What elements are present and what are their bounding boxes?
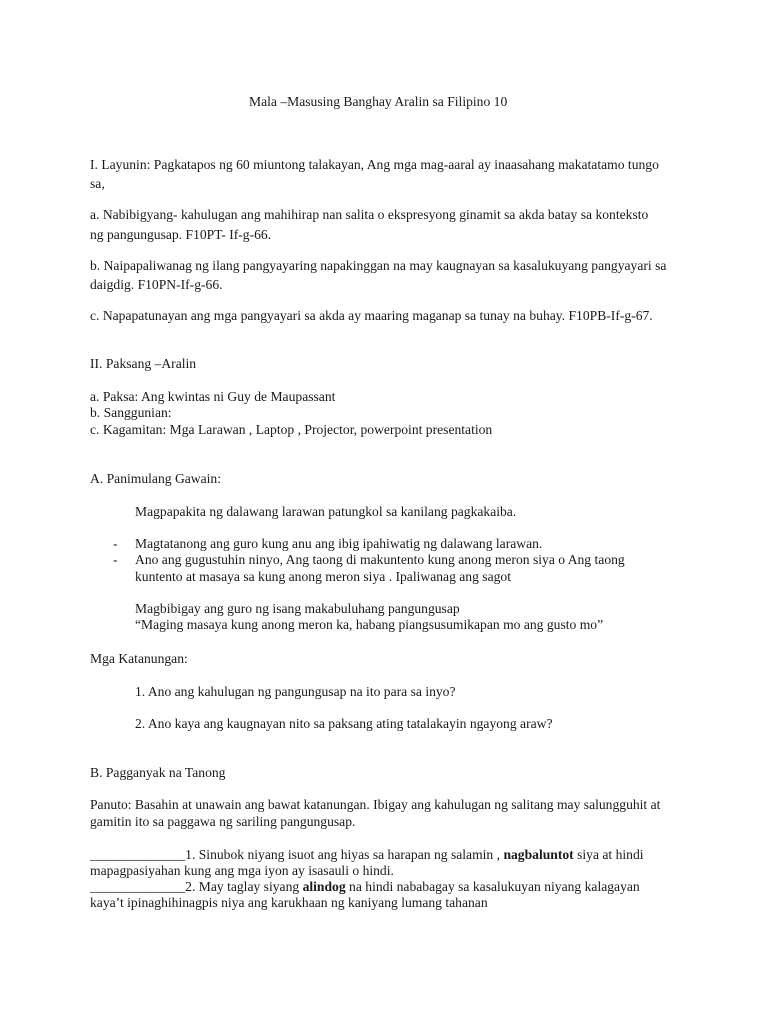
layunin-c-line1: c. Napapatunayan ang mga pangyayari sa akda ay maaring maganap sa tunay na buhay. F10PB-If-g-67.: [90, 308, 653, 323]
pagganyak-item1-line1: [90, 847, 644, 864]
bullet-dash-2: -: [113, 552, 118, 567]
katanungan-q2: 2. Ano kaya ang kaugnayan nito sa paksang ating tatalakayin ngayong araw?: [135, 716, 553, 731]
sanggunian-line: b. Sanggunian:: [90, 405, 172, 420]
pagganyak-item2-line1: [90, 879, 640, 896]
document-title: Mala –Masusing Banghay Aralin sa Filipino 10: [249, 94, 508, 109]
bullet2-text-line1: Ano ang gugustuhin ninyo, Ang taong di makuntento kung anong meron siya o Ang taong: [135, 552, 625, 567]
panuto-line2: gamitin ito sa paggawa ng sariling pangungusap.: [90, 814, 356, 829]
item1-text-pre: ______________1. Sinubok niyang isuot ang hiyas sa harapan ng salamin ,: [90, 847, 504, 862]
paksang-aralin-heading: II. Paksang –Aralin: [90, 356, 197, 371]
katanungan-heading: Mga Katanungan:: [90, 651, 188, 666]
layunin-b-line1: b. Naipapaliwanag ng ilang pangyayaring napakinggan na may kaugnayan sa kasalukuyang pangyayari sa: [90, 258, 667, 273]
pagganyak-item2-line2: kaya’t ipinaghihinagpis niya ang karukhaan ng kaniyang lumang tahanan: [90, 895, 488, 910]
panuto-line1: Panuto: Basahin at unawain ang bawat katanungan. Ibigay ang kahulugan ng salitang may salungguhit at: [90, 797, 661, 812]
panimulang-p1: Magpapakita ng dalawang larawan patungkol sa kanilang pagkakaiba.: [135, 504, 517, 519]
layunin-a-line1: a. Nabibigyang- kahulugan ang mahihirap nan salita o ekspresyong ginamit sa akda batay sa konteksto: [90, 207, 649, 222]
pagganyak-heading: B. Pagganyak na Tanong: [90, 765, 226, 780]
layunin-intro-line2: sa,: [90, 176, 105, 191]
item1-bold-word: nagbaluntot: [503, 847, 574, 862]
item1-text-post: siya at hindi: [573, 847, 644, 862]
pagganyak-item1-line2: mapagpasiyahan kung ang mga iyon ay isasauli o hindi.: [90, 863, 394, 878]
panimulang-p2-line1: Magbibigay ang guro ng isang makabuluhang pangungusap: [135, 601, 460, 616]
bullet1-text: Magtatanong ang guro kung anu ang ibig ipahiwatig ng dalawang larawan.: [135, 536, 543, 551]
layunin-intro-line1: I. Layunin: Pagkatapos ng 60 miuntong talakayan, Ang mga mag-aaral ay inaasahang makatatamo tungo: [90, 157, 659, 172]
item2-text-pre: ______________2. May taglay siyang: [90, 879, 303, 894]
item2-bold-word: alindog: [302, 879, 346, 894]
kagamitan-line: c. Kagamitan: Mga Larawan , Laptop , Projector, powerpoint presentation: [90, 422, 493, 437]
panimulang-gawain-heading: A. Panimulang Gawain:: [90, 471, 222, 486]
layunin-b-line2: daigdig. F10PN-If-g-66.: [90, 277, 223, 292]
paksa-line: a. Paksa: Ang kwintas ni Guy de Maupassant: [90, 389, 336, 404]
layunin-a-line2: ng pangungusap. F10PT- If-g-66.: [90, 227, 272, 242]
katanungan-q1: 1. Ano ang kahulugan ng pangungusap na ito para sa inyo?: [135, 684, 456, 699]
bullet2-text-line2: kuntento at masaya sa kung anong meron siya . Ipaliwanag ang sagot: [135, 569, 511, 584]
item2-text-post: na hindi nababagay sa kasalukuyan niyang kalagayan: [345, 879, 640, 894]
panimulang-p2-quote: “Maging masaya kung anong meron ka, habang piangsusumikapan mo ang gusto mo”: [135, 617, 604, 632]
bullet-dash-1: -: [113, 536, 118, 551]
